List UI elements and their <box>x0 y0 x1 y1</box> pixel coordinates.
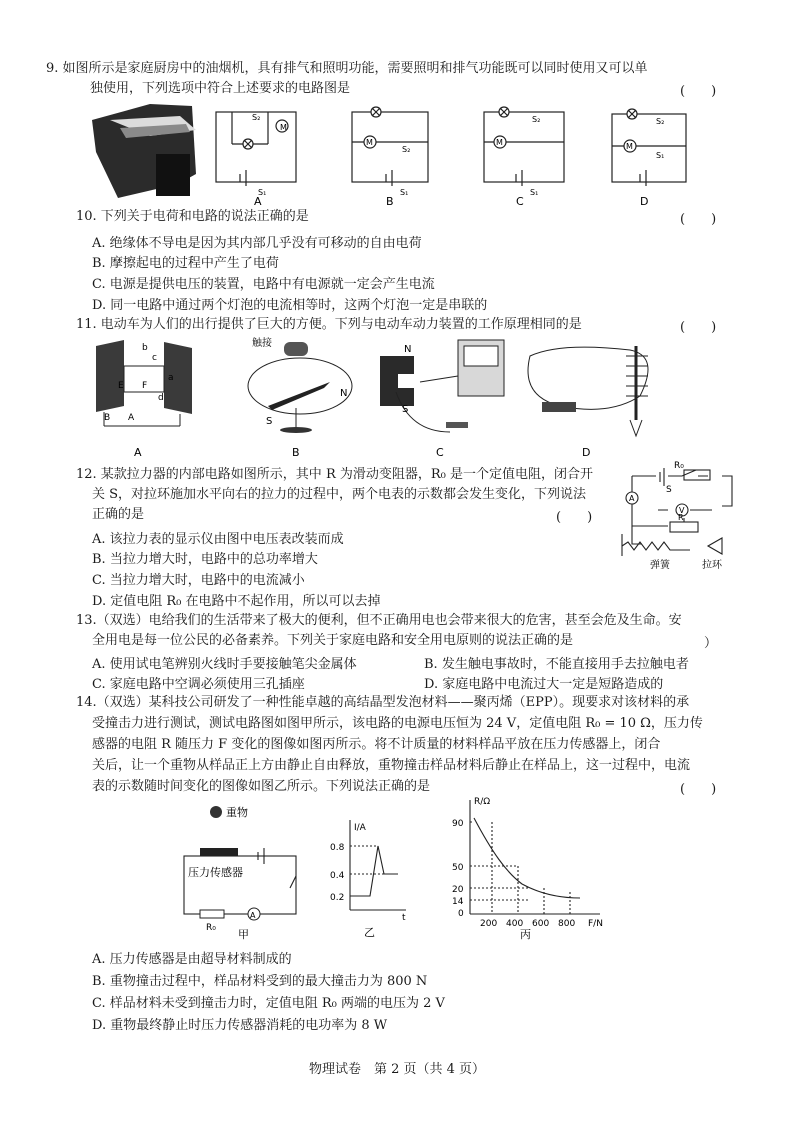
svg-text:B: B <box>104 413 111 423</box>
svg-text:S: S <box>666 485 672 495</box>
q14-stem-line5: 表的示数随时间变化的图像如图乙所示。下列说法正确的是 <box>92 779 431 794</box>
svg-text:重物: 重物 <box>226 806 248 819</box>
svg-text:乙: 乙 <box>364 926 375 939</box>
q12-option-b: B. 当拉力增大时，电路中的总功率增大 <box>92 552 318 567</box>
svg-text:0: 0 <box>458 909 464 919</box>
svg-text:触接: 触接 <box>252 338 272 349</box>
page-footer: 物理试卷 第 2 页（共 4 页） <box>308 1062 486 1077</box>
q12-stem-line3: 正确的是 <box>92 507 145 522</box>
q13-answer-paren: ） <box>704 636 718 651</box>
q9-label-c: C <box>516 195 524 208</box>
circuit-b <box>352 107 428 186</box>
svg-text:压力传感器: 压力传感器 <box>188 866 243 879</box>
q11-label-a: A <box>134 446 142 459</box>
q11-fig-c <box>380 340 504 432</box>
svg-text:S₂: S₂ <box>532 115 541 124</box>
q14-fig-bing <box>440 792 630 942</box>
q10-option-d: D. 同一电路中通过两个灯泡的电流相等时，这两个灯泡一定是串联的 <box>92 298 488 313</box>
svg-text:M: M <box>280 123 287 132</box>
svg-text:丙: 丙 <box>520 928 531 941</box>
svg-text:S: S <box>266 416 273 427</box>
svg-text:R₀: R₀ <box>206 923 216 933</box>
q13-option-a: A. 使用试电笔辨别火线时手要接触笔尖金属体 <box>92 657 357 672</box>
q10-answer-paren: ( ) <box>680 212 717 227</box>
svg-text:200: 200 <box>480 919 498 929</box>
q14-fig-jia <box>176 800 316 940</box>
svg-text:50: 50 <box>452 863 464 873</box>
q9-figures <box>0 102 794 212</box>
svg-text:S₁: S₁ <box>400 188 409 197</box>
svg-text:14: 14 <box>452 897 464 907</box>
q11-label-b: B <box>292 446 300 459</box>
svg-text:R: R <box>678 513 684 522</box>
svg-text:弹簧: 弹簧 <box>650 560 670 571</box>
circuit-d <box>612 109 686 186</box>
svg-text:甲: 甲 <box>238 928 249 940</box>
q9-stem-line1: 9. 如图所示是家庭厨房中的油烟机，具有排气和照明功能，需要照明和排气功能既可以同时使用又可以单 <box>46 61 648 76</box>
svg-text:S₂: S₂ <box>656 117 665 126</box>
svg-text:拉环: 拉环 <box>702 560 722 571</box>
q12-stem-line2: 关 S，对拉环施加水平向右的拉力的过程中，两个电表的示数都会发生变化，下列说法 <box>92 487 587 502</box>
svg-text:800: 800 <box>558 919 576 929</box>
svg-text:90: 90 <box>452 819 464 829</box>
svg-text:M: M <box>496 138 503 147</box>
svg-text:F: F <box>142 381 148 391</box>
svg-text:M: M <box>366 138 373 147</box>
q12-option-a: A. 该拉力表的显示仪由图中电压表改装而成 <box>92 532 344 547</box>
q11-label-c: C <box>436 446 444 459</box>
q9-stem-line2: 独使用，下列选项中符合上述要求的电路图是 <box>90 81 351 96</box>
svg-text:F/N: F/N <box>588 919 603 929</box>
svg-text:a: a <box>168 373 174 383</box>
q12-figure <box>612 460 742 580</box>
q14-option-b: B. 重物撞击过程中，样品材料受到的最大撞击力为 800 N <box>92 974 428 989</box>
svg-text:400: 400 <box>506 919 524 929</box>
q14-option-a: A. 压力传感器是由超导材料制成的 <box>92 952 292 967</box>
svg-text:d: d <box>158 393 164 403</box>
svg-text:S₂: S₂ <box>402 145 411 154</box>
q13-option-c: C. 家庭电路中空调必须使用三孔插座 <box>92 677 305 692</box>
q13-stem-line2: 全用电是每一位公民的必备素养。下列关于家庭电路和安全用电原则的说法正确的是 <box>92 633 574 648</box>
q10-stem: 10. 下列关于电荷和电路的说法正确的是 <box>76 209 309 224</box>
q14-option-c: C. 样品材料未受到撞击力时，定值电阻 R₀ 两端的电压为 2 V <box>92 996 445 1011</box>
svg-text:S: S <box>402 404 409 415</box>
q11-figures <box>0 336 794 466</box>
q10-option-c: C. 电源是提供电压的装置，电路中有电源就一定会产生电流 <box>92 277 435 292</box>
q12-stem-line1: 12. 某款拉力器的内部电路如图所示，其中 R 为滑动变阻器，R₀ 是一个定值电阻，闭合开 <box>76 467 593 482</box>
q9-label-b: B <box>386 195 394 208</box>
svg-text:N: N <box>404 344 412 355</box>
svg-text:I/A: I/A <box>354 823 366 833</box>
q11-answer-paren: ( ) <box>680 320 717 335</box>
svg-text:A: A <box>629 494 635 503</box>
q9-answer-paren: ( ) <box>680 84 717 99</box>
q9-label-d: D <box>640 195 649 208</box>
q11-fig-b <box>248 342 352 433</box>
q14-stem-line3: 感器的电阻 R 随压力 F 变化的图像如图丙所示。将不计质量的材料样品平放在压力传感器上，闭合 <box>92 737 661 752</box>
svg-text:t: t <box>402 913 406 923</box>
q13-stem-line1: 13.（双选）电给我们的生活带来了极大的便利，但不正确用电也会带来很大的危害，甚至会危及生命。安 <box>76 613 682 628</box>
svg-text:R/Ω: R/Ω <box>474 797 491 807</box>
svg-text:c: c <box>152 353 157 363</box>
q14-fig-yi <box>330 810 410 940</box>
q12-option-c: C. 当拉力增大时，电路中的电流减小 <box>92 573 305 588</box>
svg-text:E: E <box>118 381 124 391</box>
svg-text:0.8: 0.8 <box>330 843 345 853</box>
svg-text:0.4: 0.4 <box>330 871 345 881</box>
svg-text:20: 20 <box>452 885 464 895</box>
q11-fig-d <box>528 346 648 436</box>
weight-ball <box>210 806 222 818</box>
svg-text:R₀: R₀ <box>674 461 684 471</box>
q9-label-a: A <box>254 195 262 208</box>
q14-stem-line2: 受撞击力进行测试，测试电路图如图甲所示，该电路的电源电压恒为 24 V，定值电阻 R₀ = 10 Ω，压力传 <box>92 716 703 731</box>
q12-option-d: D. 定值电阻 R₀ 在电路中不起作用，所以可以去掉 <box>92 594 381 609</box>
svg-text:0.2: 0.2 <box>330 893 345 903</box>
svg-text:A: A <box>128 413 135 423</box>
q11-label-d: D <box>582 446 591 459</box>
svg-text:A: A <box>250 911 256 920</box>
svg-text:b: b <box>142 343 148 353</box>
q14-option-d: D. 重物最终静止时压力传感器消耗的电功率为 8 W <box>92 1018 388 1033</box>
range-hood-image <box>92 104 196 198</box>
svg-text:V: V <box>679 506 685 515</box>
q13-option-d: D. 家庭电路中电流过大一定是短路造成的 <box>424 677 664 692</box>
svg-text:600: 600 <box>532 919 550 929</box>
svg-text:S₁: S₁ <box>656 151 665 160</box>
svg-text:M: M <box>626 142 633 151</box>
q14-stem-line1: 14.（双选）某科技公司研发了一种性能卓越的高结晶型发泡材料——聚丙烯（EPP）。现要求对该材料的承 <box>76 695 690 710</box>
q10-option-b: B. 摩擦起电的过程中产生了电荷 <box>92 256 279 271</box>
svg-text:S₁: S₁ <box>530 188 539 197</box>
svg-text:S₂: S₂ <box>252 113 261 122</box>
svg-text:S₁: S₁ <box>258 188 267 197</box>
q10-option-a: A. 绝缘体不导电是因为其内部几乎没有可移动的自由电荷 <box>92 236 422 251</box>
q13-option-b: B. 发生触电事故时，不能直接用手去拉触电者 <box>424 657 689 672</box>
q11-stem: 11. 电动车为人们的出行提供了巨大的方便。下列与电动车动力装置的工作原理相同的是 <box>76 317 582 332</box>
q14-stem-line4: 关后，让一个重物从样品正上方由静止自由释放，重物撞击样品材料后静止在样品上，这一过程中，电流 <box>92 758 691 773</box>
svg-text:N: N <box>340 388 348 399</box>
q14-answer-paren: ( ) <box>680 782 717 797</box>
q12-answer-paren: ( ) <box>556 510 593 525</box>
